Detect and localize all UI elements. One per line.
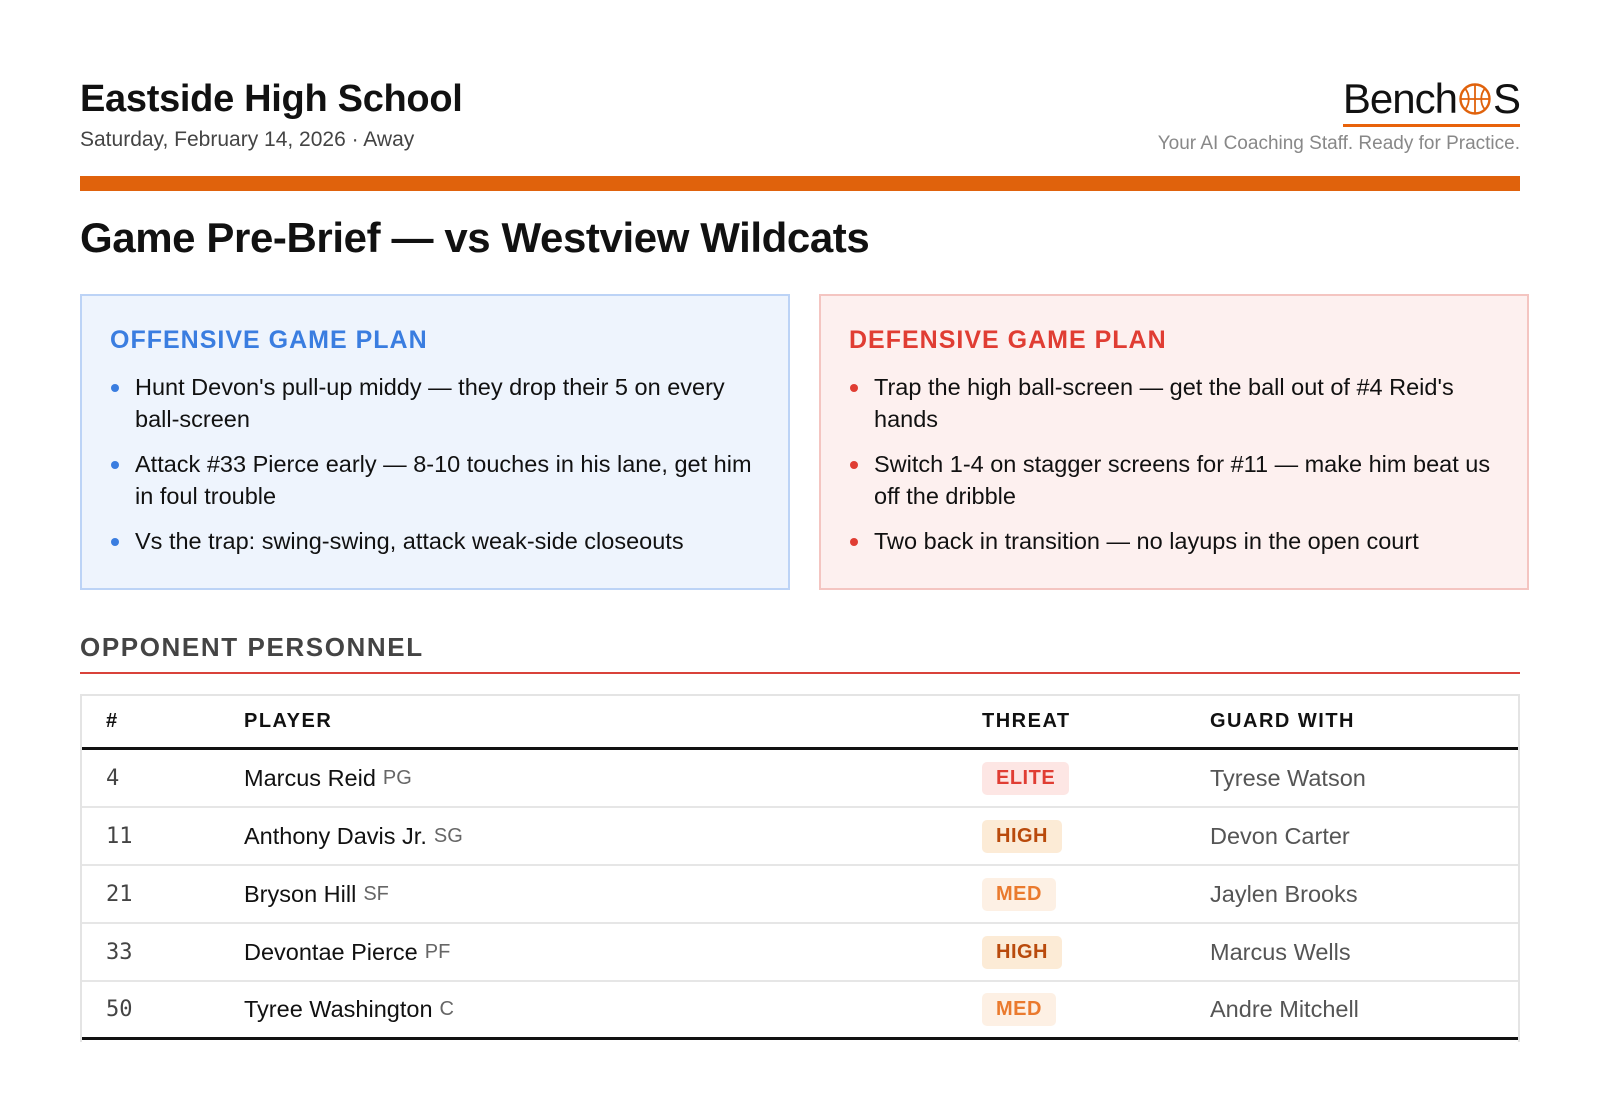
bullet-icon (850, 384, 858, 392)
list-item: Attack #33 Pierce early — 8-10 touches in his lane, get him in foul trouble (110, 448, 760, 512)
table-row (82, 750, 1518, 808)
page-title: Game Pre-Brief — vs Westview Wildcats (80, 214, 870, 261)
table-row (82, 808, 1518, 866)
column-header-threat: THREAT (982, 710, 1071, 732)
table-row (82, 924, 1518, 982)
bullet-icon (850, 538, 858, 546)
column-header-number: # (106, 710, 119, 732)
game-meta: Saturday, February 14, 2026 · Away (80, 128, 415, 151)
guard-assignment: Tyrese Watson (1210, 764, 1366, 791)
player-number: 11 (106, 823, 133, 849)
threat-badge: HIGH (982, 820, 1062, 853)
bullet-icon (111, 461, 119, 469)
player-name: Tyree Washington (244, 996, 433, 1022)
guard-assignment: Devon Carter (1210, 822, 1350, 849)
basketball-icon (1458, 82, 1492, 116)
player-number: 4 (106, 765, 120, 791)
defensive-plan-card (819, 294, 1529, 590)
logo-text-left: Bench (1342, 75, 1457, 122)
bullet-icon (850, 461, 858, 469)
player-position: C (439, 998, 454, 1020)
threat-badge: ELITE (982, 762, 1069, 795)
personnel-heading: OPPONENT PERSONNEL (80, 632, 424, 662)
school-name: Eastside High School (80, 78, 463, 120)
bullet-icon (111, 384, 119, 392)
player-number: 50 (106, 997, 133, 1022)
player-number: 33 (106, 939, 133, 965)
guard-assignment: Jaylen Brooks (1210, 880, 1358, 907)
list-item: Trap the high ball-screen — get the ball out of #4 Reid's hands (849, 371, 1499, 435)
column-header-player: PLAYER (244, 710, 333, 732)
table-header (82, 696, 1518, 750)
player-name: Bryson Hill (244, 880, 357, 907)
list-item: Vs the trap: swing-swing, attack weak-side closeouts (110, 525, 760, 557)
guard-assignment: Andre Mitchell (1210, 996, 1359, 1022)
column-header-guard: GUARD WITH (1210, 710, 1355, 732)
threat-badge: HIGH (982, 936, 1062, 969)
threat-badge: MED (982, 878, 1056, 911)
table-row (82, 982, 1518, 1040)
defensive-plan-list (849, 371, 1499, 557)
header-accent-rule (80, 176, 1520, 191)
player-position: SG (433, 824, 463, 847)
threat-badge: MED (982, 993, 1056, 1026)
list-item: Hunt Devon's pull-up middy — they drop their 5 on every ball-screen (110, 371, 760, 435)
list-item: Two back in transition — no layups in the open court (849, 525, 1499, 557)
offensive-plan-card (80, 294, 790, 590)
guard-assignment: Marcus Wells (1210, 938, 1351, 965)
bullet-icon (111, 538, 119, 546)
personnel-divider (80, 672, 1520, 674)
tagline: Your AI Coaching Staff. Ready for Practice. (1157, 133, 1520, 154)
player-name: Devontae Pierce (244, 938, 418, 965)
personnel-table (80, 694, 1520, 1042)
player-name: Anthony Davis Jr. (244, 822, 427, 849)
defensive-plan-heading: DEFENSIVE GAME PLAN (849, 326, 1167, 354)
header (80, 72, 1520, 162)
brand (1158, 74, 1520, 155)
offensive-plan-list (110, 371, 760, 557)
benchos-logo (1343, 74, 1520, 127)
logo-text-right: S (1492, 75, 1520, 122)
player-name: Marcus Reid (244, 764, 376, 791)
player-number: 21 (106, 881, 133, 907)
player-position: PF (424, 940, 451, 963)
player-position: SF (363, 882, 389, 905)
player-position: PG (382, 766, 412, 789)
table-row (82, 866, 1518, 924)
offensive-plan-heading: OFFENSIVE GAME PLAN (110, 326, 428, 354)
list-item: Switch 1-4 on stagger screens for #11 — make him beat us off the dribble (849, 448, 1499, 512)
